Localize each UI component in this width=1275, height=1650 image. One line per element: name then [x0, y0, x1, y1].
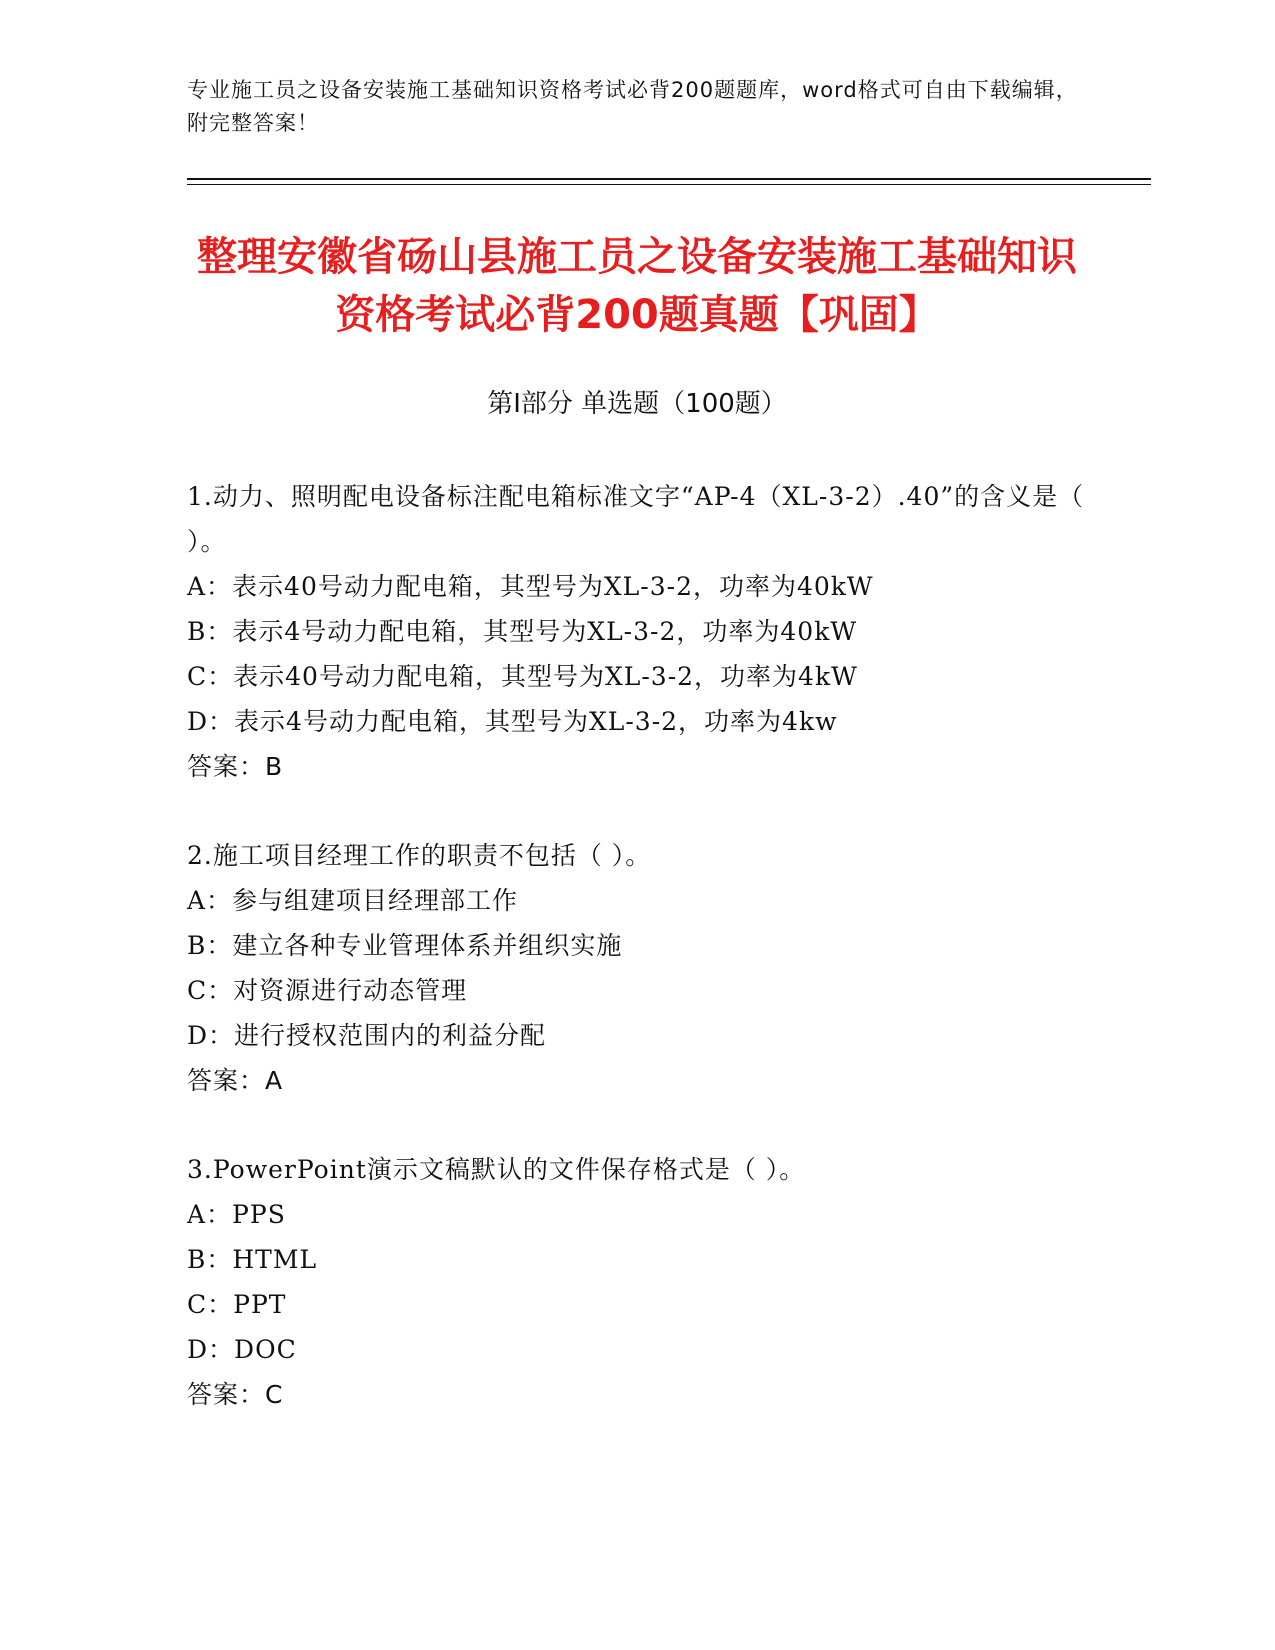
- option-c: C：表示40号动力配电箱，其型号为XL-3-2，功率为4kW: [187, 662, 858, 691]
- option-d: D：进行授权范围内的利益分配: [187, 1021, 547, 1050]
- option-c: C：对资源进行动态管理: [187, 976, 468, 1005]
- question-2: [187, 833, 1087, 1103]
- document-title: 整理安徽省砀山县施工员之设备安装施工基础知识资格考试必背200题真题【巩固】: [197, 234, 1077, 338]
- question-3: [187, 1147, 1087, 1417]
- question-text: 1.动力、照明配电设备标注配电箱标准文字“AP-4（XL-3-2）.40”的含义是（ ）。: [187, 482, 1085, 556]
- header-rule-thin: [187, 184, 1151, 185]
- option-c: C：PPT: [187, 1290, 287, 1319]
- question-list: [187, 474, 1087, 1461]
- question-text: 3.PowerPoint演示文稿默认的文件保存格式是（ ）。: [187, 1155, 806, 1184]
- option-a: A：参与组建项目经理部工作: [187, 886, 519, 915]
- option-a: A：表示40号动力配电箱，其型号为XL-3-2，功率为40kW: [187, 572, 874, 601]
- question-1: [187, 474, 1087, 789]
- header-note: 专业施工员之设备安装施工基础知识资格考试必背200题题库，word格式可自由下载编辑，附完整答案！: [187, 78, 1078, 135]
- option-a: A：PPS: [187, 1200, 286, 1229]
- option-d: D：表示4号动力配电箱，其型号为XL-3-2，功率为4kw: [187, 707, 838, 736]
- option-b: B：表示4号动力配电箱，其型号为XL-3-2，功率为40kW: [187, 617, 858, 646]
- question-text: 2.施工项目经理工作的职责不包括（ ）。: [187, 841, 652, 870]
- answer: 答案：C: [187, 1380, 284, 1409]
- answer: 答案：A: [187, 1066, 284, 1095]
- option-b: B：建立各种专业管理体系并组织实施: [187, 931, 623, 960]
- answer: 答案：B: [187, 752, 284, 781]
- option-b: B：HTML: [187, 1245, 318, 1274]
- option-d: D：DOC: [187, 1335, 297, 1364]
- section-title: 第I部分 单选题（100题）: [487, 389, 787, 419]
- header-rule-thick: [187, 178, 1151, 180]
